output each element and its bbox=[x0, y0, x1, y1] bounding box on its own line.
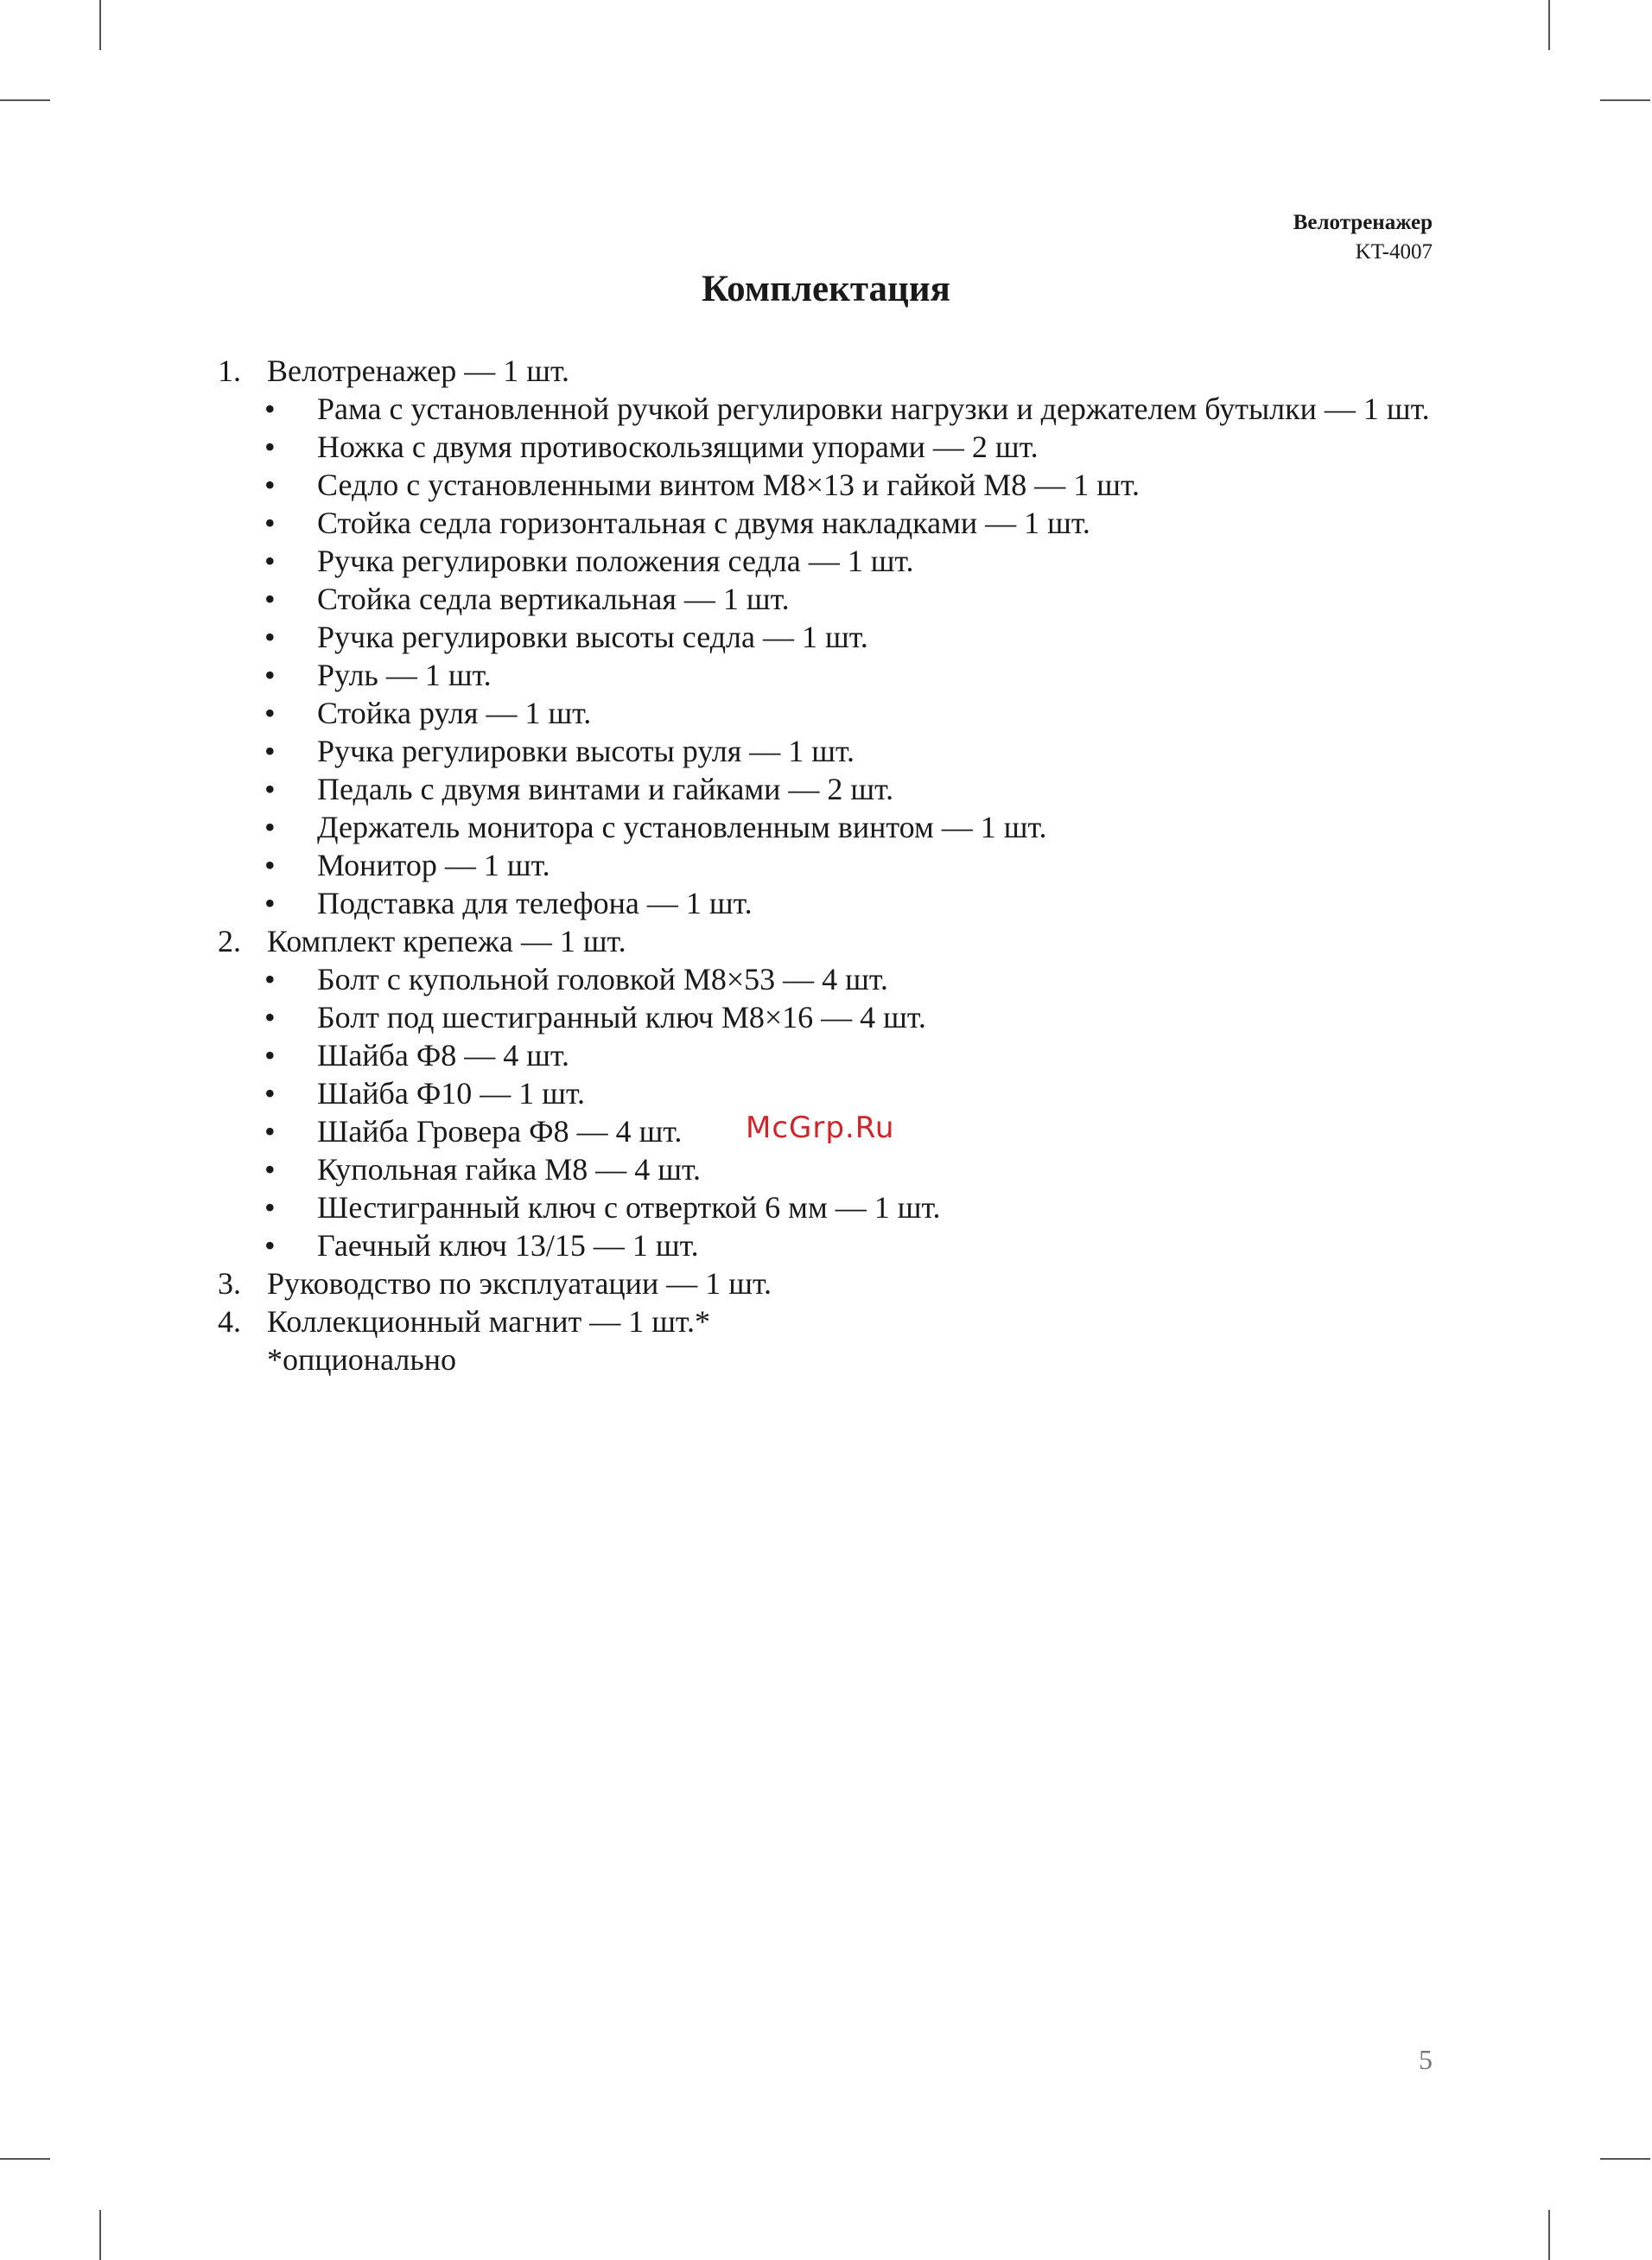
list-item-number: 2. bbox=[218, 924, 241, 958]
list-item-text: Коллекционный магнит — 1 шт.* bbox=[267, 1304, 710, 1339]
sub-list-item-text: Стойка седла горизонтальная с двумя накладками — 1 шт. bbox=[317, 506, 1090, 540]
sub-list-item-text: Болт под шестигранный ключ M8×16 — 4 шт. bbox=[317, 1000, 926, 1035]
list-item-text: Велотренажер — 1 шт. bbox=[267, 353, 569, 388]
crop-mark-left-top bbox=[0, 99, 50, 101]
sub-list-item-text: Ручка регулировки положения седла — 1 шт. bbox=[317, 544, 914, 578]
sub-list-item-text: Монитор — 1 шт. bbox=[317, 848, 550, 882]
list-item-number: 3. bbox=[218, 1266, 241, 1301]
sub-list-item-text: Купольная гайка M8 — 4 шт. bbox=[317, 1152, 701, 1187]
sub-list-item bbox=[218, 770, 1445, 808]
sub-list-item bbox=[218, 428, 1445, 466]
crop-mark-top-right bbox=[1548, 0, 1550, 50]
sub-list-item bbox=[218, 998, 1445, 1036]
package-contents-list bbox=[218, 352, 1445, 1378]
crop-mark-top-left bbox=[99, 0, 101, 50]
bullet-icon: • bbox=[264, 658, 276, 692]
footnote: *опционально bbox=[267, 1342, 457, 1377]
bullet-icon: • bbox=[264, 544, 276, 578]
sub-list-item bbox=[218, 846, 1445, 884]
bullet-icon: • bbox=[264, 696, 276, 730]
sub-list-item bbox=[218, 1074, 1445, 1112]
sub-list-item bbox=[218, 1036, 1445, 1074]
sub-list-item bbox=[218, 1150, 1445, 1188]
sub-list-item bbox=[218, 580, 1445, 618]
bullet-icon: • bbox=[264, 962, 276, 996]
sub-list-item-text: Шайба Ф8 — 4 шт. bbox=[317, 1038, 570, 1073]
list-item bbox=[218, 352, 1445, 390]
sub-list-item-text: Стойка руля — 1 шт. bbox=[317, 696, 592, 730]
bullet-icon: • bbox=[264, 1190, 276, 1225]
sub-list-item-text: Ручка регулировки высоты седла — 1 шт. bbox=[317, 620, 868, 654]
sub-list-item bbox=[218, 960, 1445, 998]
bullet-icon: • bbox=[264, 1114, 276, 1149]
header-product-name: Велотренажер bbox=[1293, 211, 1433, 234]
bullet-icon: • bbox=[264, 430, 276, 464]
bullet-icon: • bbox=[264, 392, 276, 426]
list-item-number: 4. bbox=[218, 1304, 241, 1339]
sub-list-item bbox=[218, 504, 1445, 542]
list-item bbox=[218, 1264, 1445, 1302]
bullet-icon: • bbox=[264, 1228, 276, 1263]
bullet-icon: • bbox=[264, 620, 276, 654]
watermark: McGrp.Ru bbox=[746, 1111, 895, 1145]
sub-list-item bbox=[218, 618, 1445, 656]
bullet-icon: • bbox=[264, 1038, 276, 1073]
sub-list-item bbox=[218, 1188, 1445, 1226]
bullet-icon: • bbox=[264, 468, 276, 502]
header-model: KT-4007 bbox=[1355, 240, 1433, 264]
page-title: Комплектация bbox=[702, 269, 950, 309]
bullet-icon: • bbox=[264, 734, 276, 768]
sub-list-item-text: Подставка для телефона — 1 шт. bbox=[317, 886, 753, 920]
crop-mark-right-top bbox=[1600, 99, 1650, 101]
sub-list-item-text: Гаечный ключ 13/15 — 1 шт. bbox=[317, 1228, 699, 1263]
sub-list-item-text: Шестигранный ключ с отверткой 6 мм — 1 шт. bbox=[317, 1190, 941, 1225]
sub-list-item bbox=[218, 1226, 1445, 1264]
crop-mark-bottom-left bbox=[99, 2210, 101, 2260]
crop-mark-bottom-right bbox=[1548, 2210, 1550, 2260]
sub-list-item bbox=[218, 466, 1445, 504]
sub-list-item-text: Стойка седла вертикальная — 1 шт. bbox=[317, 582, 790, 616]
sub-list-item-text: Держатель монитора с установленным винтом — 1 шт. bbox=[317, 810, 1047, 844]
sub-list-item-text: Шайба Гровера Ф8 — 4 шт. bbox=[317, 1114, 683, 1149]
bullet-icon: • bbox=[264, 810, 276, 844]
bullet-icon: • bbox=[264, 886, 276, 920]
list-item bbox=[218, 1302, 1445, 1340]
page-number: 5 bbox=[1419, 2044, 1433, 2075]
sub-list-item-text: Болт с купольной головкой M8×53 — 4 шт. bbox=[317, 962, 888, 996]
sub-list-item bbox=[218, 542, 1445, 580]
list-item-text: Комплект крепежа — 1 шт. bbox=[267, 924, 626, 958]
list-item-text: Руководство по эксплуатации — 1 шт. bbox=[267, 1266, 772, 1301]
list-item-number: 1. bbox=[218, 353, 241, 388]
sub-list-item-text: Рама с установленной ручкой регулировки нагрузки и держателем бутылки — 1 шт. bbox=[317, 392, 1430, 426]
sub-list-item bbox=[218, 732, 1445, 770]
sub-list-item-text: Шайба Ф10 — 1 шт. bbox=[317, 1076, 586, 1111]
bullet-icon: • bbox=[264, 1076, 276, 1111]
bullet-icon: • bbox=[264, 1152, 276, 1187]
bullet-icon: • bbox=[264, 848, 276, 882]
bullet-icon: • bbox=[264, 1000, 276, 1035]
sub-list-item-text: Ручка регулировки высоты руля — 1 шт. bbox=[317, 734, 855, 768]
sub-list-item-text: Руль — 1 шт. bbox=[317, 658, 492, 692]
sub-list-item-text: Седло с установленными винтом M8×13 и гайкой M8 — 1 шт. bbox=[317, 468, 1140, 502]
sub-list-item-text: Педаль с двумя винтами и гайками — 2 шт. bbox=[317, 772, 894, 806]
bullet-icon: • bbox=[264, 506, 276, 540]
bullet-icon: • bbox=[264, 772, 276, 806]
sub-list-item bbox=[218, 808, 1445, 846]
sub-list-item bbox=[218, 656, 1445, 694]
sub-list-item bbox=[218, 884, 1445, 922]
sub-list-item bbox=[218, 694, 1445, 732]
list-item bbox=[218, 922, 1445, 960]
sub-list-item-text: Ножка с двумя противоскользящими упорами — 2 шт. bbox=[317, 430, 1039, 464]
sub-list-item bbox=[218, 390, 1445, 428]
bullet-icon: • bbox=[264, 582, 276, 616]
crop-mark-right-bottom bbox=[1600, 2158, 1650, 2160]
crop-mark-left-bottom bbox=[0, 2158, 50, 2160]
